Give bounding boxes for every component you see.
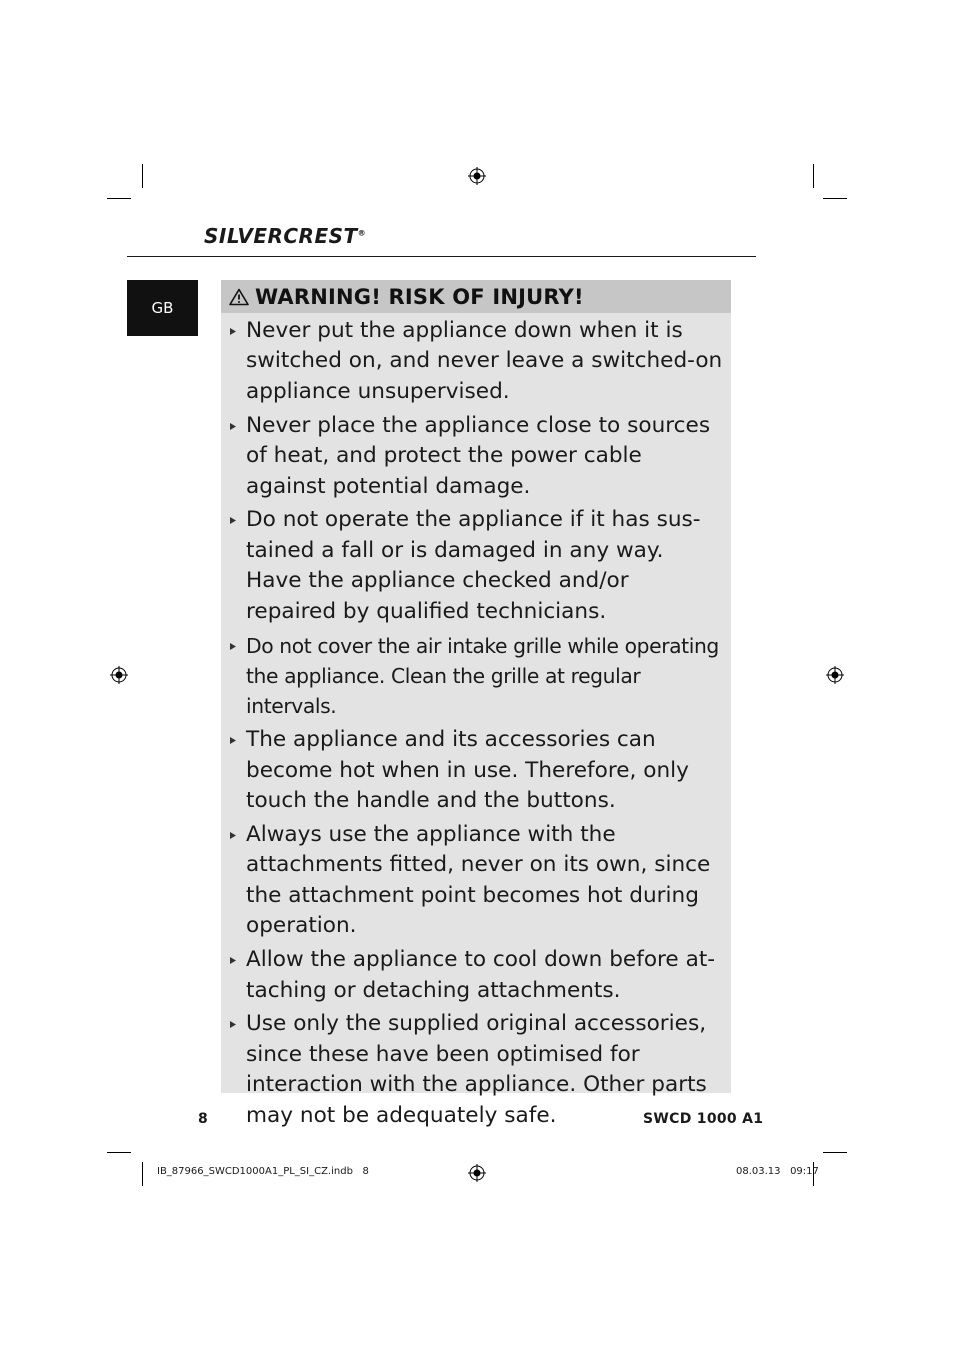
crop-mark (142, 164, 143, 188)
crop-mark (813, 164, 814, 188)
arrow-right-icon (228, 322, 238, 340)
warning-header (221, 280, 731, 313)
crop-mark (823, 198, 847, 199)
arrow-right-icon (228, 511, 238, 529)
page-number: 8 (198, 1111, 208, 1127)
list-item (221, 631, 731, 722)
list-item-text: Do not operate the appliance if it has sus- tained a fall or is damaged in any way. Have the appliance checked and/or repaired by qualified technicians. (246, 507, 701, 624)
warning-triangle-icon (229, 288, 249, 306)
crop-mark (823, 1152, 847, 1153)
brand-logo-text: SILVERCREST (204, 224, 358, 248)
brand-logo (204, 224, 366, 248)
registered-mark: ® (357, 228, 367, 238)
warning-title: WARNING! RISK OF INJURY! (255, 284, 584, 309)
print-slug-date: 08.03.13 09:17 (736, 1166, 819, 1177)
arrow-right-icon (228, 637, 238, 655)
list-item-text: The appliance and its accessories can become hot when in use. Therefore, only touch the handle and the buttons. (246, 727, 689, 814)
print-slug-file: IB_87966_SWCD1000A1_PL_SI_CZ.indb 8 (157, 1166, 369, 1177)
registration-mark-icon (110, 666, 128, 684)
list-item-text: Never place the appliance close to sources of heat, and protect the power cable against potential damage. (246, 412, 711, 499)
arrow-right-icon (228, 1015, 238, 1033)
arrow-right-icon (228, 417, 238, 435)
list-item-text: Do not cover the air intake grille while operating the appliance. Clean the grille at regular intervals. (246, 633, 719, 719)
registration-mark-icon (826, 666, 844, 684)
list-item (221, 316, 731, 407)
crop-mark (107, 1152, 131, 1153)
list-item (221, 820, 731, 942)
language-tab: GB (127, 280, 198, 336)
warning-list (221, 316, 731, 1135)
list-item-text: Use only the supplied original accessories, since these have been optimised for interaction with the appliance. Other parts may not be adequately safe. (246, 1011, 707, 1128)
list-item (221, 411, 731, 502)
list-item (221, 945, 731, 1006)
list-item (221, 725, 731, 816)
header-divider (127, 256, 756, 257)
list-item-text: Always use the appliance with the attachments fitted, never on its own, since the attachment point becomes hot during operation. (246, 822, 711, 939)
arrow-right-icon (228, 731, 238, 749)
crop-mark (142, 1162, 143, 1186)
model-number: SWCD 1000 A1 (643, 1111, 764, 1127)
arrow-right-icon (228, 826, 238, 844)
registration-mark-icon (468, 167, 486, 185)
crop-mark (107, 198, 131, 199)
list-item-text: Allow the appliance to cool down before at- taching or detaching attachments. (246, 947, 716, 1003)
list-item (221, 505, 731, 627)
list-item-text: Never put the appliance down when it is switched on, and never leave a switched-on appliance unsupervised. (246, 318, 723, 404)
registration-mark-icon (468, 1164, 486, 1182)
arrow-right-icon (228, 951, 238, 969)
